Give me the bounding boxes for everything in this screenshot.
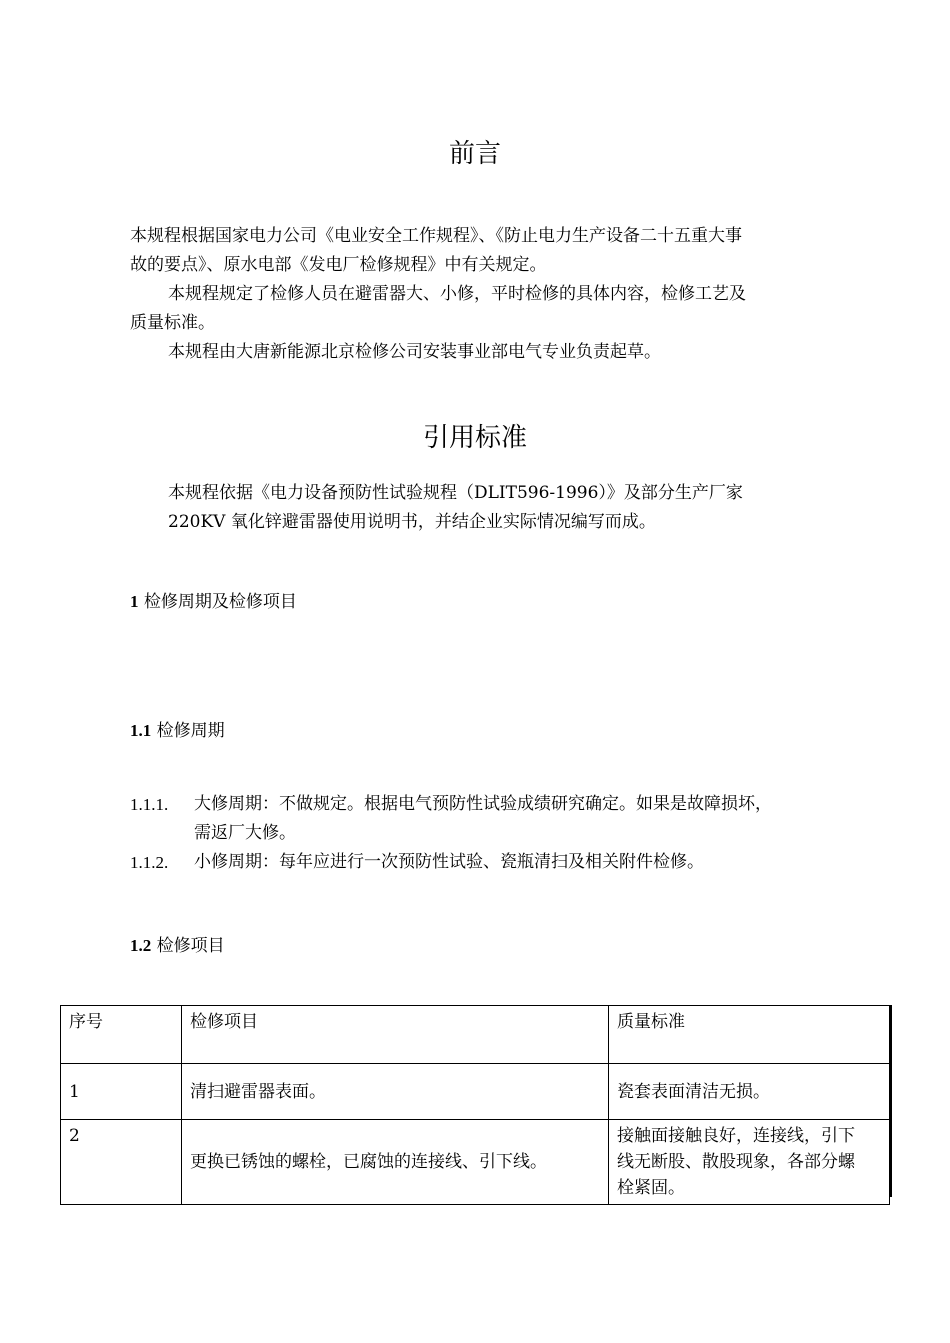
- item-1-1-2-line-1: 小修周期：每年应进行一次预防性试验、瓷瓶清扫及相关附件检修。: [194, 852, 704, 872]
- row-standard: 瓷套表面清洁无损。: [609, 1064, 890, 1120]
- section-1-title: 检修周期及检修项目: [143, 592, 297, 612]
- section-1-heading: [130, 587, 297, 612]
- section-1-1-number: 1.1: [130, 721, 152, 740]
- section-1-2-number: 1.2: [130, 936, 152, 955]
- header-cell-item: 检修项目: [182, 1006, 609, 1064]
- section-1-1-heading: [130, 716, 225, 741]
- references-paragraph-line-2: 220KV 氧化锌避雷器使用说明书，并结企业实际情况编写而成。: [168, 512, 656, 532]
- references-heading: 引用标准: [422, 423, 527, 453]
- preface-paragraph-3: 本规程由大唐新能源北京检修公司安装事业部电气专业负责起草。: [168, 342, 661, 362]
- table-row: [61, 1064, 890, 1120]
- item-1-1-1-line-1: 大修周期：不做规定。根据电气预防性试验成绩研究确定。如果是故障损坏，: [194, 794, 772, 814]
- preface-paragraph-2-line-2: 质量标准。: [130, 313, 215, 333]
- header-cell-number: 序号: [61, 1006, 182, 1064]
- row-number: 2: [61, 1120, 182, 1205]
- section-1-2-heading: [130, 931, 225, 956]
- item-1-1-1-number: 1.1.1.: [130, 795, 169, 814]
- references-paragraph-line-1: 本规程依据《电力设备预防性试验规程（DLIT596-1996）》及部分生产厂家: [168, 483, 743, 503]
- section-1-number: 1: [130, 592, 139, 611]
- row-standard-line: 栓紧固。: [617, 1178, 685, 1198]
- section-1-2-title: 检修项目: [156, 936, 225, 956]
- table-header-row: [61, 1006, 890, 1064]
- row-standard-line: 线无断股、散股现象，各部分螺: [617, 1152, 855, 1172]
- table-row: [61, 1120, 890, 1205]
- maintenance-items-table: [60, 1005, 890, 1205]
- row-number: 1: [61, 1064, 182, 1120]
- section-1-1-title: 检修周期: [156, 721, 225, 741]
- row-item: 更换已锈蚀的螺栓，已腐蚀的连接线、引下线。: [182, 1120, 609, 1205]
- item-1-1-2-number: 1.1.2.: [130, 853, 169, 872]
- item-1-1-1-line-2: 需返厂大修。: [194, 823, 296, 843]
- row-standard: [609, 1120, 890, 1205]
- row-standard-line: 接触面接触良好，连接线，引下: [617, 1126, 855, 1146]
- table-right-border: [890, 1005, 892, 1197]
- preface-paragraph-2-line-1: 本规程规定了检修人员在避雷器大、小修，平时检修的具体内容，检修工艺及: [168, 284, 746, 304]
- row-item: 清扫避雷器表面。: [182, 1064, 609, 1120]
- header-cell-standard: 质量标准: [609, 1006, 890, 1064]
- preface-paragraph-1-line-1: 本规程根据国家电力公司《电业安全工作规程》、《防止电力生产设备二十五重大事: [130, 226, 742, 246]
- preface-paragraph-1-line-2: 故的要点》、原水电部《发电厂检修规程》中有关规定。: [130, 255, 547, 275]
- preface-heading: 前言: [448, 139, 501, 169]
